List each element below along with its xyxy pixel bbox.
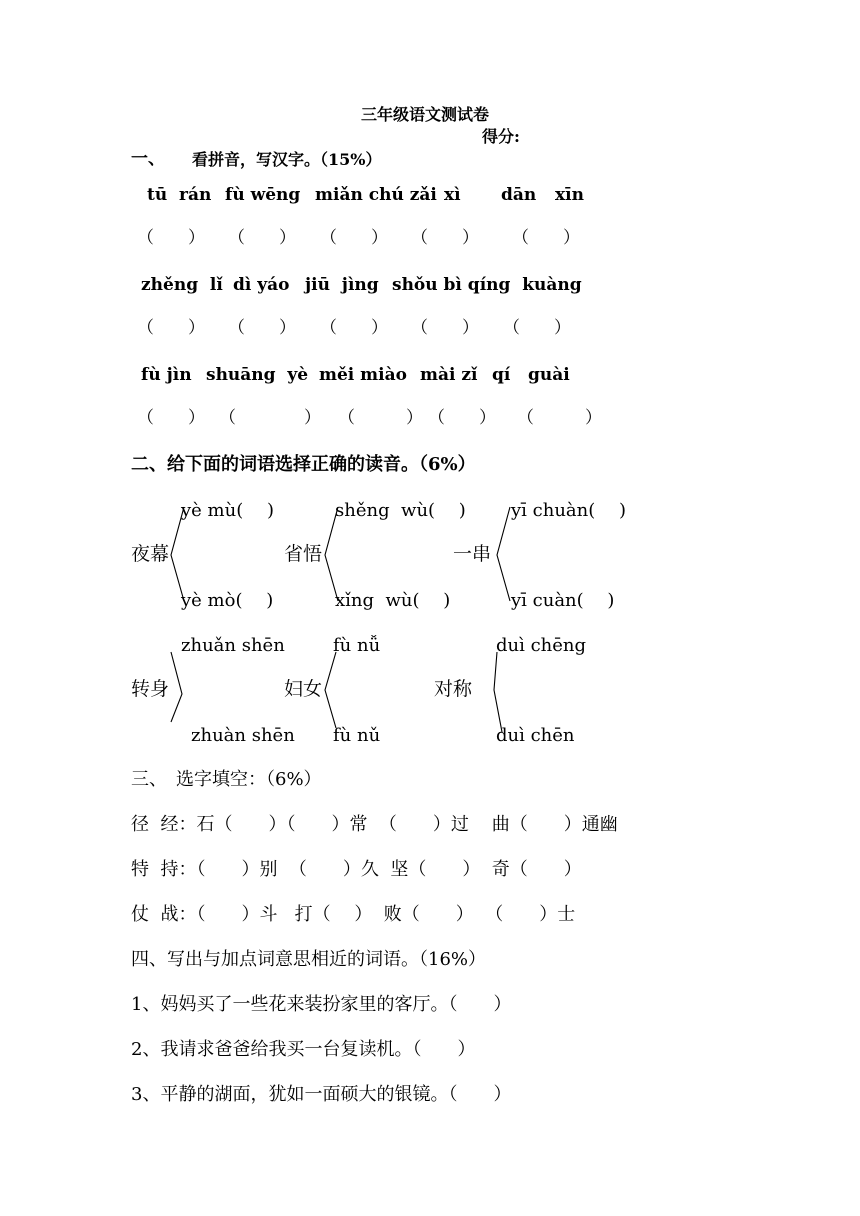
- section4-heading: 四、写出与加点词意思相近的词语。（16%）: [131, 949, 487, 970]
- pinyin-item: tū rán: [147, 185, 212, 205]
- pinyin-item: mài zǐ: [420, 365, 478, 385]
- fill-line[interactable]: 径 经：石（ ）（ ）常 （ ）过 曲（ ）通幽: [131, 814, 618, 835]
- answer-blank[interactable]: （ ）: [228, 318, 296, 338]
- word-item: 一串: [453, 543, 492, 565]
- answer-blank[interactable]: （ ）: [428, 408, 496, 428]
- pinyin-item: shuāng yè: [206, 365, 309, 385]
- pinyin-item: fù wēng: [225, 185, 301, 205]
- pinyin-item: měi miào: [319, 365, 407, 385]
- word-item: 夜幕: [131, 543, 170, 565]
- answer-blank[interactable]: （ ）: [137, 408, 205, 428]
- answer-blank[interactable]: （ ）: [137, 228, 205, 248]
- answer-blank[interactable]: （ ）: [338, 408, 423, 428]
- pinyin-option-top[interactable]: yī chuàn( ): [511, 500, 627, 521]
- word-item: 省悟: [284, 543, 323, 565]
- pinyin-item: xīn: [555, 185, 584, 205]
- pinyin-option-bottom[interactable]: zhuàn shēn: [191, 725, 295, 746]
- fill-line[interactable]: 仗 战：（ ）斗 打（ ） 败（ ） （ ）士: [131, 904, 576, 925]
- brace-icon: [168, 650, 188, 750]
- pinyin-option-bottom[interactable]: xǐng wù( ): [335, 590, 451, 611]
- pinyin-option-top[interactable]: zhuǎn shēn: [181, 635, 285, 656]
- pinyin-option-top[interactable]: yè mù( ): [181, 500, 274, 521]
- pinyin-option-bottom[interactable]: yī cuàn( ): [511, 590, 615, 611]
- answer-blank[interactable]: （ ）: [137, 318, 205, 338]
- answer-blank[interactable]: （ ）: [517, 408, 602, 428]
- answer-blank[interactable]: （ ）: [320, 228, 388, 248]
- word-item: 妇女: [284, 678, 323, 700]
- pinyin-item: guài: [528, 365, 570, 385]
- pinyin-option-bottom[interactable]: fù nǔ: [333, 725, 381, 746]
- pinyin-item: miǎn chú zǎi: [315, 185, 437, 205]
- pinyin-item: zhěng lǐ: [141, 275, 223, 295]
- pinyin-option-bottom[interactable]: yè mò( ): [181, 590, 274, 611]
- pinyin-option-top[interactable]: duì chēng: [496, 635, 587, 656]
- pinyin-item: fù jìn: [141, 365, 192, 385]
- pinyin-option-top[interactable]: fù nǚ: [333, 635, 381, 656]
- section1-number: 一、: [131, 149, 165, 169]
- pinyin-item: jiū jìng: [305, 275, 379, 295]
- pinyin-item: qí: [492, 365, 511, 385]
- answer-blank[interactable]: （ ）: [219, 408, 321, 428]
- section3-heading: 三、 选字填空：（6%）: [131, 769, 322, 790]
- question-item[interactable]: 1、妈妈买了一些花来装扮家里的客厅。（ ）: [131, 994, 512, 1015]
- section1-heading: 看拼音，写汉字。（15%）: [192, 150, 382, 169]
- answer-blank[interactable]: （ ）: [411, 228, 479, 248]
- page-title: 三年级语文测试卷: [361, 105, 490, 124]
- pinyin-item: dì yáo: [233, 275, 290, 295]
- score-label: 得分:: [482, 127, 520, 146]
- answer-blank[interactable]: （ ）: [411, 318, 479, 338]
- question-item[interactable]: 2、我请求爸爸给我买一台复读机。（ ）: [131, 1039, 476, 1060]
- word-item: 转身: [131, 678, 170, 700]
- pinyin-option-bottom[interactable]: duì chēn: [496, 725, 575, 746]
- answer-blank[interactable]: （ ）: [503, 318, 571, 338]
- question-item[interactable]: 3、平静的湖面，犹如一面硕大的银镜。（ ）: [131, 1084, 512, 1105]
- fill-line[interactable]: 特 持：（ ）别 （ ）久 坚（ ） 奇（ ）: [131, 859, 582, 880]
- answer-blank[interactable]: （ ）: [320, 318, 388, 338]
- pinyin-item: shǒu bì qíng kuàng: [392, 275, 582, 295]
- answer-blank[interactable]: （ ）: [512, 228, 580, 248]
- answer-blank[interactable]: （ ）: [228, 228, 296, 248]
- pinyin-item: xì: [444, 185, 461, 205]
- pinyin-option-top[interactable]: shěng wù( ): [335, 500, 466, 521]
- section2-heading: 二、给下面的词语选择正确的读音。（6%）: [131, 454, 476, 475]
- pinyin-item: dān: [501, 185, 537, 205]
- word-item: 对称: [434, 678, 473, 700]
